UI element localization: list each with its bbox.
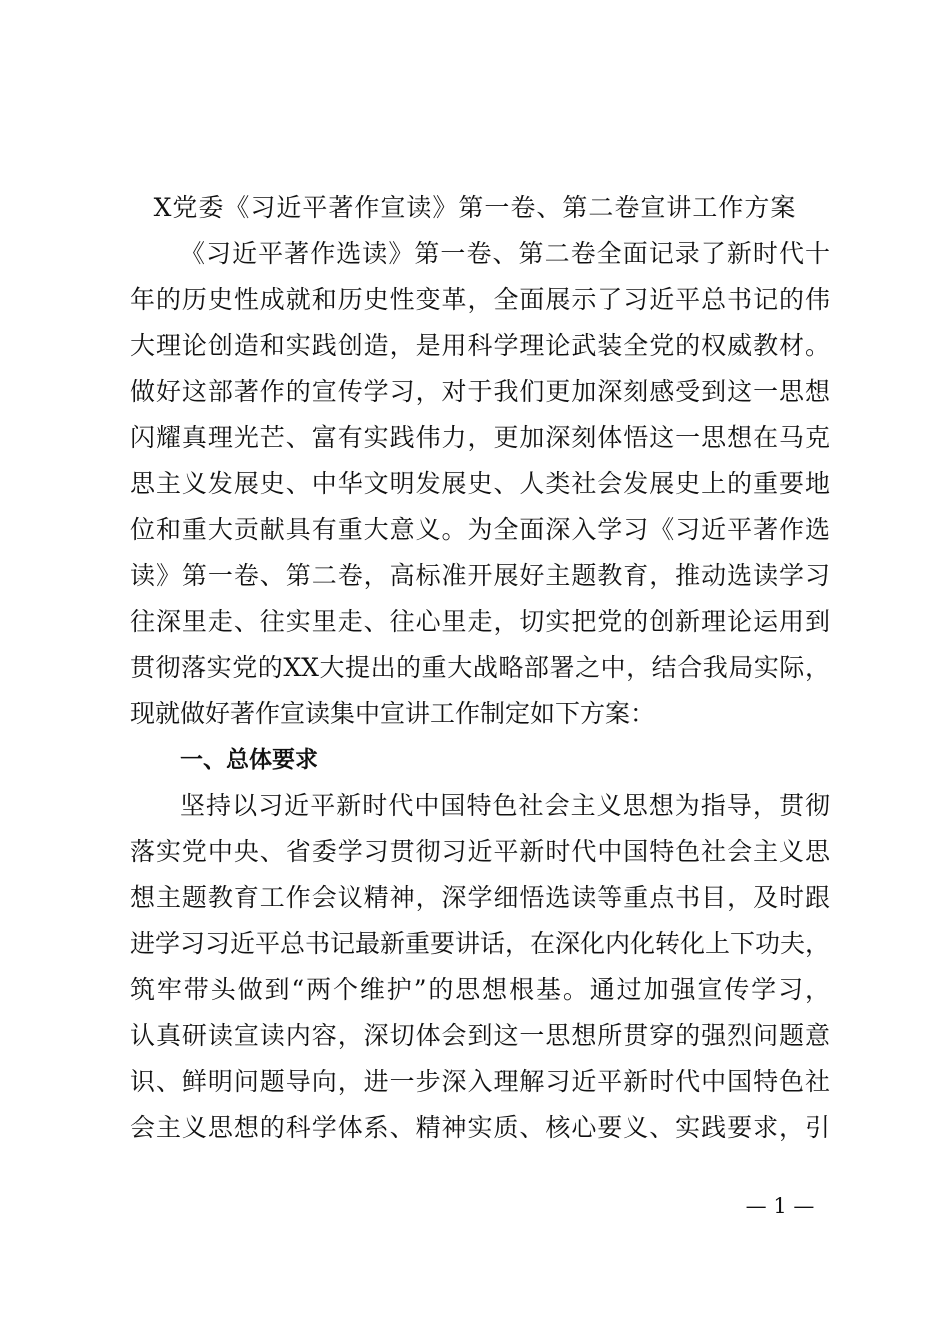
- paragraph-line: 《习近平著作选读》第一卷、第二卷全面记录了新时代十: [180, 239, 830, 268]
- paragraph-line: 做好这部著作的宣传学习，对于我们更加深刻感受到这一思想: [130, 377, 830, 406]
- paragraph-line: 年的历史性成就和历史性变革，全面展示了习近平总书记的伟: [130, 285, 830, 314]
- paragraph-line: 贯彻落实党的XX大提出的重大战略部署之中，结合我局实际，: [130, 653, 830, 682]
- paragraph-line: 读》第一卷、第二卷，高标准开展好主题教育，推动选读学习: [130, 561, 830, 590]
- paragraph-line: 想主题教育工作会议精神，深学细悟选读等重点书目，及时跟: [130, 883, 830, 912]
- paragraph-line: 大理论创造和实践创造，是用科学理论武装全党的权威教材。: [130, 331, 830, 360]
- paragraph-line: 会主义思想的科学体系、精神实质、核心要义、实践要求，引: [130, 1113, 830, 1142]
- paragraph-line: 筑牢带头做到“两个维护”的思想根基。通过加强宣传学习，: [130, 975, 830, 1004]
- paragraph-line: 思主义发展史、中华文明发展史、人类社会发展史上的重要地: [130, 469, 830, 498]
- paragraph-line: 往深里走、往实里走、往心里走，切实把党的创新理论运用到: [130, 607, 830, 636]
- paragraph-line: 位和重大贡献具有重大意义。为全面深入学习《习近平著作选: [130, 515, 830, 544]
- document-title: X党委《习近平著作宣读》第一卷、第二卷宣讲工作方案: [153, 193, 797, 222]
- paragraph-line: 进学习习近平总书记最新重要讲话，在深化内化转化上下功夫，: [130, 929, 831, 958]
- paragraph-line: 落实党中央、省委学习贯彻习近平新时代中国特色社会主义思: [130, 837, 830, 866]
- paragraph-line: 现就做好著作宣读集中宣讲工作制定如下方案：: [130, 699, 656, 728]
- paragraph-line: 闪耀真理光芒、富有实践伟力，更加深刻体悟这一思想在马克: [130, 423, 830, 452]
- section-heading: 一、总体要求: [180, 747, 318, 773]
- page-number: — 1 —: [745, 1194, 815, 1218]
- paragraph-line: 坚持以习近平新时代中国特色社会主义思想为指导，贯彻: [180, 791, 830, 820]
- paragraph-line: 认真研读宣读内容，深切体会到这一思想所贯穿的强烈问题意: [130, 1021, 830, 1050]
- paragraph-line: 识、鲜明问题导向，进一步深入理解习近平新时代中国特色社: [130, 1067, 830, 1096]
